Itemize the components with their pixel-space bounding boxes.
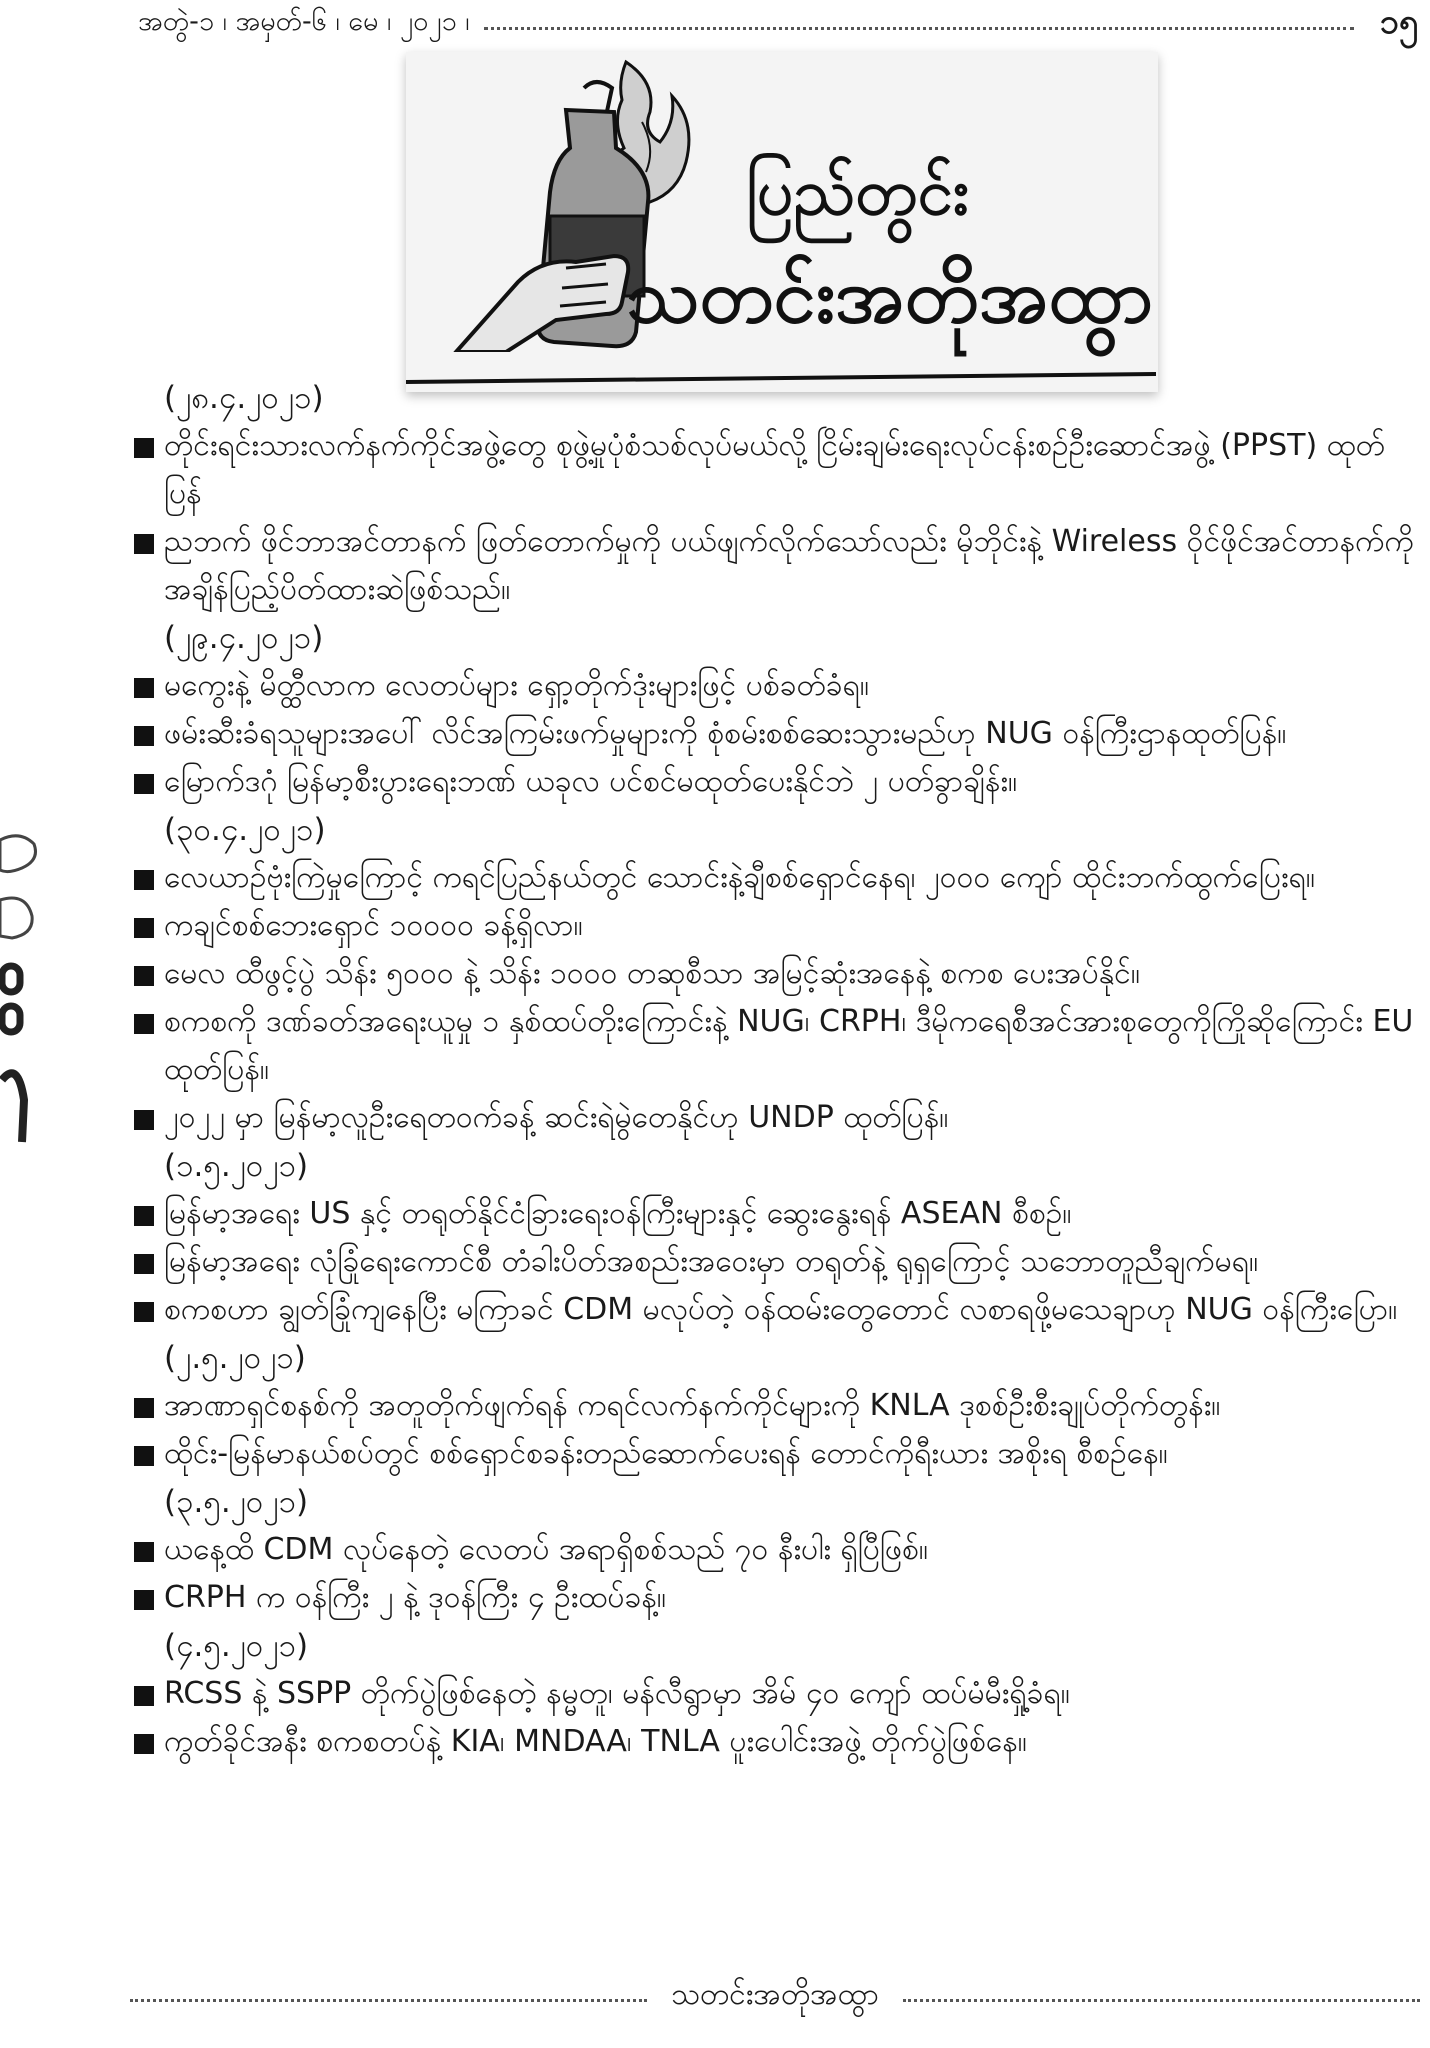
square-bullet-icon: [134, 1734, 154, 1754]
section-0502: [132, 1334, 1422, 1478]
square-bullet-icon: [134, 1014, 154, 1034]
issue-line: အတွဲ-၁ ၊ အမှတ်-၆ ၊ မေ ၊ ၂၀၂၁ ၊: [138, 6, 470, 37]
news-item: [132, 710, 1422, 758]
news-item: [132, 1718, 1422, 1766]
square-bullet-icon: [134, 1446, 154, 1466]
square-bullet-icon: [134, 534, 154, 554]
section-0430: [132, 806, 1422, 1142]
news-item-text: တိုင်းရင်းသားလက်နက်ကိုင်အဖွဲ့တွေ စုဖွဲ့မှုပုံစံသစ်လုပ်မယ်လို့ ငြိမ်းချမ်းရေးလုပ်ငန်းစဉ်ဦးဆောင်အဖွဲ့ (PPST) ထုတ်ပြန်: [164, 428, 1385, 511]
square-bullet-icon: [134, 1686, 154, 1706]
square-bullet-icon: [134, 966, 154, 986]
news-item-text: မြန်မာ့အရေး လုံခြုံရေးကောင်စီ တံခါးပိတ်အစည်းအဝေးမှာ တရုတ်နဲ့ ရုရှကြောင့် သဘောတူညီချက်မရ။: [164, 1244, 1259, 1279]
section-date: (၃.၅.၂၀၂၁): [164, 1484, 309, 1520]
news-item: [132, 518, 1422, 614]
news-item: [132, 1190, 1422, 1238]
footer-dotted-rule-right: [903, 1999, 1420, 2002]
news-item: [132, 1526, 1422, 1574]
news-item: [132, 1430, 1422, 1478]
news-item: [132, 1382, 1422, 1430]
margin-decoration-icon: [0, 830, 42, 1160]
news-item-text: စကစဟာ ချွတ်ခြုံကျနေပြီး မကြာခင် CDM မလုပ်တဲ့ ဝန်ထမ်းတွေတောင် လစာရဖို့မသေချာဟု NUG ဝန်ကြီးပြော။: [164, 1292, 1398, 1327]
news-item-text: မြန်မာ့အရေး US နှင့် တရုတ်နိုင်ငံခြားရေးဝန်ကြီးများနှင့် ဆွေးနွေးရန် ASEAN စီစဉ်။: [164, 1196, 1072, 1231]
header-dotted-rule: [484, 27, 1354, 30]
news-item: [132, 998, 1422, 1094]
square-bullet-icon: [134, 870, 154, 890]
square-bullet-icon: [134, 1254, 154, 1274]
news-item-text: အာဏာရှင်စနစ်ကို အတူတိုက်ဖျက်ရန် ကရင်လက်နက်ကိုင်များကို KNLA ဒုစစ်ဦးစီးချုပ်တိုက်တွန်း။: [164, 1388, 1221, 1423]
news-item-text: မေလ ထီဖွင့်ပွဲ သိန်း ၅၀၀၀ နဲ့ သိန်း ၁၀၀၀ တဆုစီသာ အမြင့်ဆုံးအနေနဲ့ စကစ ပေးအပ်နိုင်။: [164, 956, 1140, 991]
news-item-text: မြောက်ဒဂုံ မြန်မာ့စီးပွားရေးဘဏ် ယခုလ ပင်စင်မထုတ်ပေးနိုင်ဘဲ ၂ ပတ်ခွာချိန်း။: [164, 764, 1018, 799]
page-footer: [130, 1974, 1420, 2018]
news-item: [132, 1574, 1422, 1622]
section-0501: [132, 1142, 1422, 1334]
square-bullet-icon: [134, 438, 154, 458]
news-item: [132, 422, 1422, 518]
news-item-text: ဖမ်းဆီးခံရသူများအပေါ် လိင်အကြမ်းဖက်မှုများကို စုံစမ်းစစ်ဆေးသွားမည်ဟု NUG ဝန်ကြီးဌာနထုတ်ပြန်။: [164, 716, 1287, 751]
news-item-text: ညဘက် ဖိုင်ဘာအင်တာနက် ဖြတ်တောက်မှုကို ပယ်ဖျက်လိုက်သော်လည်း မိုဘိုင်းနဲ့ Wireless ဝိုင်ဖိုင်အင်တာနက်ကို အချိန်ပြည့်ပိတ်ထားဆဲဖြစ်သည်။: [164, 524, 1414, 607]
section-0504: [132, 1622, 1422, 1766]
news-item: [132, 1238, 1422, 1286]
section-date: (၃၀.၄.၂၀၂၁): [164, 812, 326, 848]
news-item: [132, 1286, 1422, 1334]
news-item: [132, 1094, 1422, 1142]
news-item-text: ကွတ်ခိုင်အနီး စကစတပ်နဲ့ KIA၊ MNDAA၊ TNLA ပူးပေါင်းအဖွဲ့ တိုက်ပွဲဖြစ်နေ။: [164, 1724, 1027, 1759]
square-bullet-icon: [134, 1398, 154, 1418]
square-bullet-icon: [134, 774, 154, 794]
banner-title-line2: သတင်းအတိုအထွာ: [626, 251, 1154, 340]
section-0429: [132, 614, 1422, 806]
footer-dotted-rule-left: [130, 1999, 647, 2002]
news-content: [132, 374, 1422, 1766]
square-bullet-icon: [134, 678, 154, 698]
news-item-text: CRPH က ဝန်ကြီး ၂ နဲ့ ဒုဝန်ကြီး ၄ ဦးထပ်ခန့်။: [164, 1580, 666, 1615]
section-0503: [132, 1478, 1422, 1622]
square-bullet-icon: [134, 1542, 154, 1562]
news-item-text: ထိုင်း-မြန်မာနယ်စပ်တွင် စစ်ရှောင်စခန်းတည်ဆောက်ပေးရန် တောင်ကိုရီးယား အစိုးရ စီစဉ်နေ။: [164, 1436, 1168, 1471]
news-item-text: ယနေ့ထိ CDM လုပ်နေတဲ့ လေတပ် အရာရှိစစ်သည် ၇၀ နီးပါး ရှိပြီဖြစ်။: [164, 1532, 929, 1567]
section-date: (၂၉.၄.၂၀၂၁): [164, 620, 324, 656]
page-number: ၁၅: [1379, 1, 1418, 42]
news-item: [132, 854, 1422, 902]
section-date: (၂.၅.၂၀၂၁): [164, 1340, 306, 1376]
square-bullet-icon: [134, 1206, 154, 1226]
square-bullet-icon: [134, 1590, 154, 1610]
square-bullet-icon: [134, 1110, 154, 1130]
news-item: [132, 902, 1422, 950]
news-item: [132, 758, 1422, 806]
section-banner: [406, 52, 1158, 392]
news-item-text: မကွေးနဲ့ မိတ္ထီလာက လေတပ်များ ရှော့တိုက်ဒုံးများဖြင့် ပစ်ခတ်ခံရ။: [164, 668, 869, 703]
section-date: (၂၈.၄.၂၀၂၁): [164, 380, 324, 416]
news-item: [132, 662, 1422, 710]
news-item-text: RCSS နဲ့ SSPP တိုက်ပွဲဖြစ်နေတဲ့ နမ္မတူ၊ မန်လီရွာမှာ အိမ် ၄၀ ကျော် ထပ်မံမီးရှို့ခံရ။: [164, 1676, 1070, 1711]
news-item-text: ၂၀၂၂ မှာ မြန်မာ့လူဦးရေတဝက်ခန့် ဆင်းရဲမွဲတေနိုင်ဟု UNDP ထုတ်ပြန်။: [164, 1100, 949, 1135]
footer-title: သတင်းအတိုအထွာ: [670, 1976, 880, 2012]
square-bullet-icon: [134, 918, 154, 938]
news-item-text: လေယာဉ်ဗုံးကြဲမှုကြောင့် ကရင်ပြည်နယ်တွင် သောင်းနဲ့ချီစစ်ရှောင်နေရ၊ ၂၀၀၀ ကျော် ထိုင်းဘက်ထွက်ပြေးရ။: [164, 860, 1315, 895]
news-item-text: ကချင်စစ်ဘေးရှောင် ၁၀၀၀၀ ခန့်ရှိလာ။: [164, 908, 583, 943]
section-date: (၄.၅.၂၀၂၁): [164, 1628, 309, 1664]
square-bullet-icon: [134, 726, 154, 746]
section-0428: [132, 374, 1422, 614]
banner-title-line1: ပြည်တွင်း: [746, 156, 970, 230]
news-item-text: စကစကို ဒဏ်ခတ်အရေးယူမှု ၁ နှစ်ထပ်တိုးကြောင်းနဲ့ NUG၊ CRPH၊ ဒီမိုကရေစီအင်အားစုတွေကိုကြိုဆိုကြောင်း EU ထုတ်ပြန်။: [164, 1004, 1414, 1087]
section-date: (၁.၅.၂၀၂၁): [164, 1148, 309, 1184]
page-header: [138, 1, 1418, 44]
square-bullet-icon: [134, 1302, 154, 1322]
news-item: [132, 950, 1422, 998]
news-item: [132, 1670, 1422, 1718]
